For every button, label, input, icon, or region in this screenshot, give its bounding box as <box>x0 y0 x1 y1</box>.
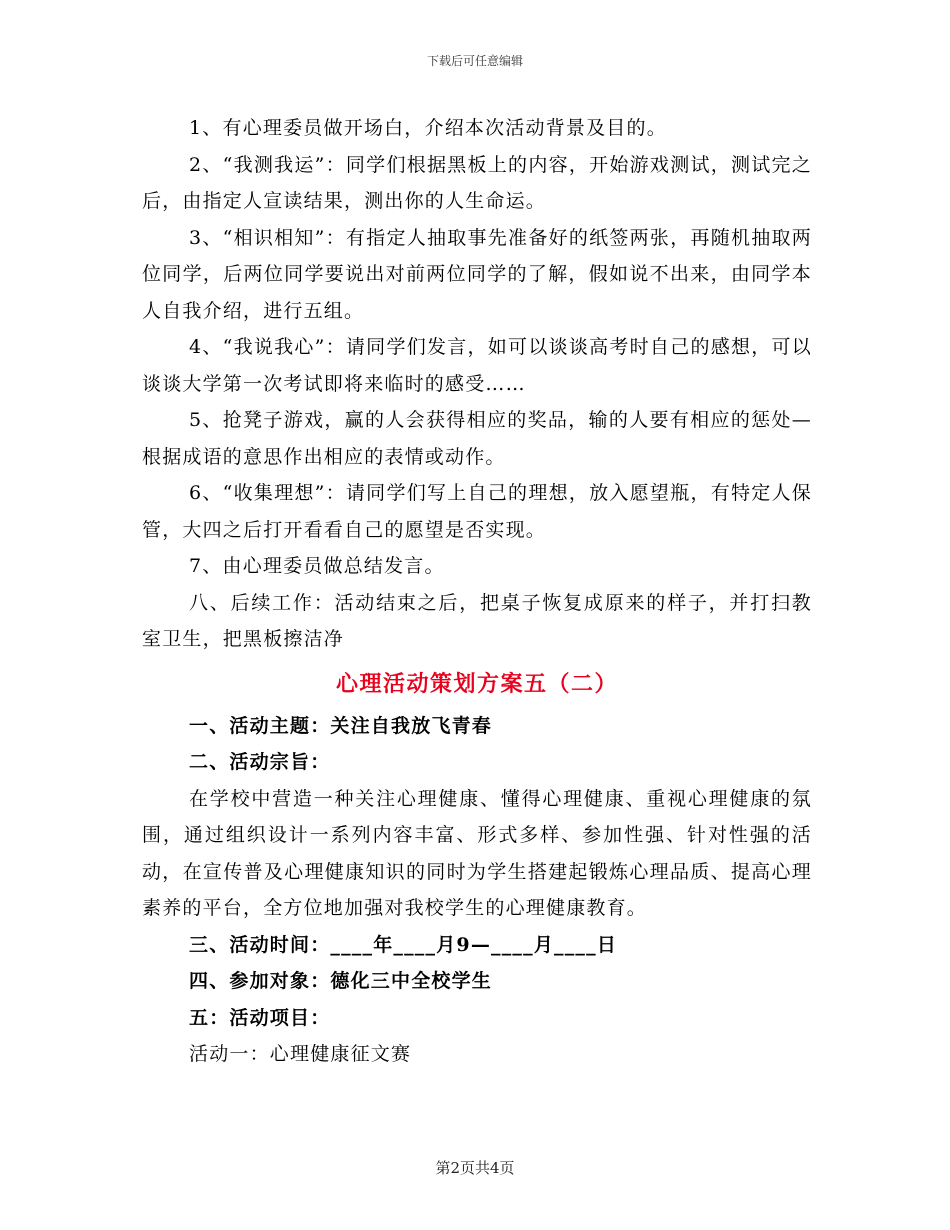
paragraph-item-7: 7、由心理委员做总结发言。 <box>189 555 445 577</box>
participants: 四、参加对象：德化三中全校学生 <box>189 970 493 992</box>
activity-time: 三、活动时间：____年____月9—____月____日 <box>189 933 618 956</box>
paragraph-item-6: 6、“收集理想”：请同学们写上自己的理想，放入愿望瓶，有特定人保管，大四之后打开看看自己的愿望是否实现。 <box>142 482 812 541</box>
paragraph-item-2: 2、“我测我运”：同学们根据黑板上的内容，开始游戏测试，测试完之后，由指定人宣读结果，测出你的人生命运。 <box>142 153 812 212</box>
purpose-heading: 二、活动宗旨： <box>189 751 331 773</box>
section-title: 心理活动策划方案五（二） <box>335 670 618 697</box>
items-heading: 五：活动项目： <box>189 1006 331 1029</box>
paragraph-item-4: 4、“我说我心”：请同学们发言，如可以谈谈高考时自己的感想，可以谈谈大学第一次考试即将来临时的感受…… <box>142 336 812 395</box>
page-header: 下载后可任意编辑 <box>426 54 523 68</box>
paragraph-item-3: 3、“相识相知”：有指定人抽取事先准备好的纸签两张，再随机抽取两位同学，后两位同学要说出对前两位同学的了解，假如说不出来，由同学本人自我介绍，进行五组。 <box>142 226 812 322</box>
paragraph-item-1: 1、有心理委员做开场白，介绍本次活动背景及目的。 <box>189 117 667 139</box>
activity-one: 活动一：心理健康征文赛 <box>189 1043 412 1065</box>
purpose-text: 在学校中营造一种关注心理健康、懂得心理健康、重视心理健康的氛围，通过组织设计一系列内容丰富、形式多样、参加性强、针对性强的活动，在宣传普及心理健康知识的同时为学生搭建起锻炼心理品质、提高心理素养的平台，全方位地加强对我校学生的心理健康教育。 <box>142 787 812 919</box>
activity-theme: 一、活动主题：关注自我放飞青春 <box>189 714 493 737</box>
document-body <box>142 110 812 1073</box>
paragraph-item-5: 5、抢凳子游戏，赢的人会获得相应的奖品，输的人要有相应的惩处—根据成语的意思作出相应的表情或动作。 <box>142 409 812 468</box>
page-footer: 第2页共4页 <box>435 1159 515 1177</box>
paragraph-followup: 八、后续工作：活动结束之后，把桌子恢复成原来的样子，并打扫教室卫生，把黑板擦洁净 <box>142 591 812 650</box>
